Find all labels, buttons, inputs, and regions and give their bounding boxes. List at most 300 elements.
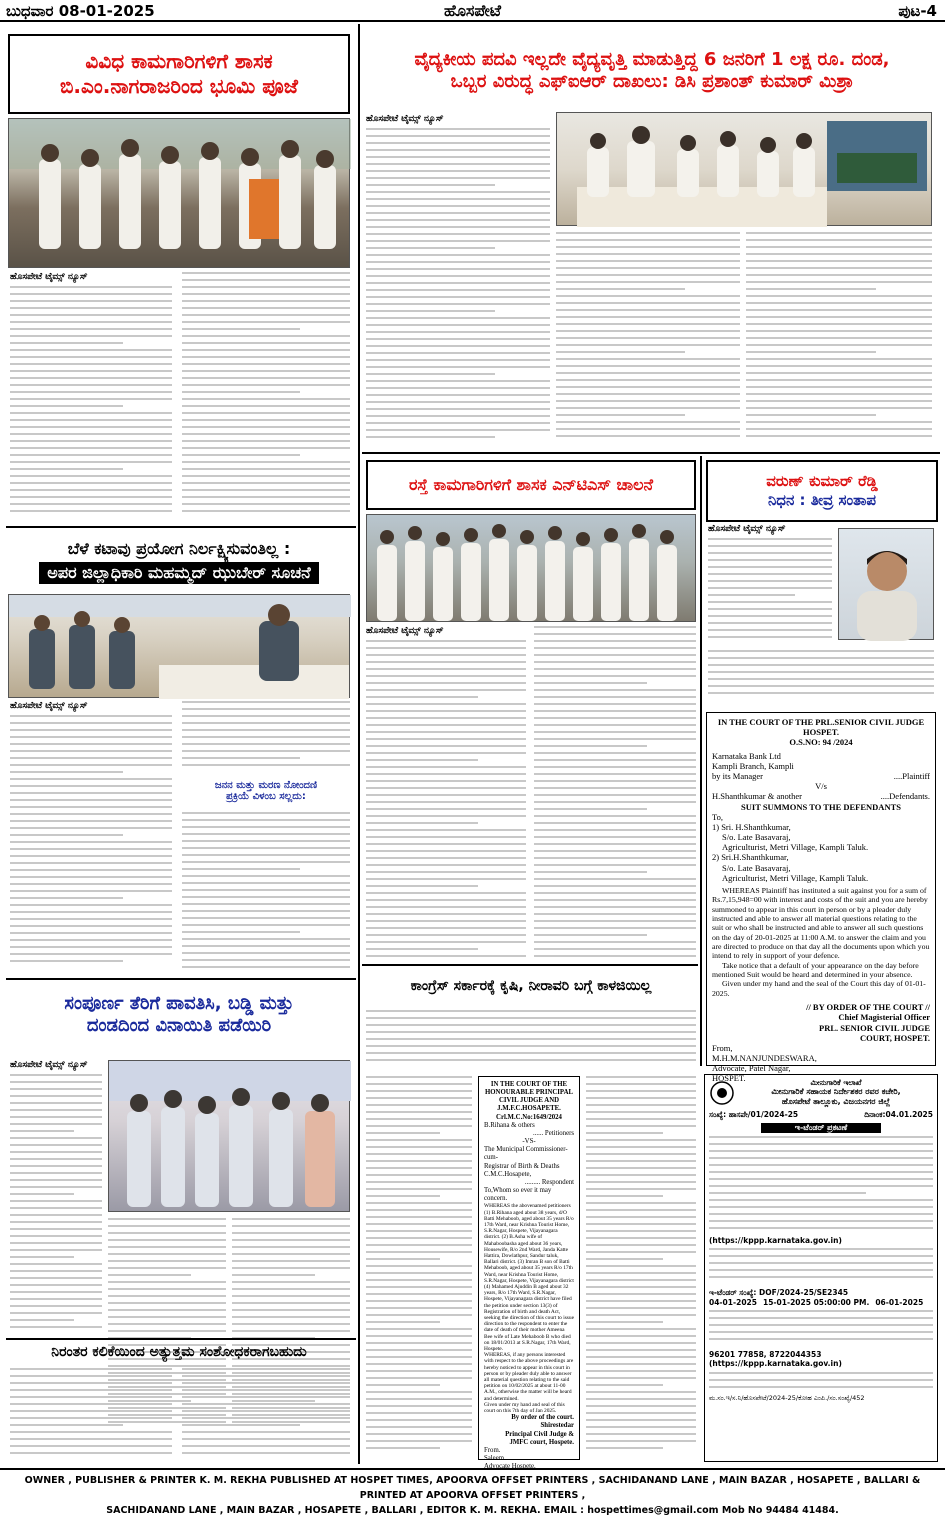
imprint-line-1: OWNER , PUBLISHER & PRINTER K. M. REKHA PUBLISHED AT HOSPET TIMES, APOORVA OFFSET PRINTERS , SACHIDANAND LANE , MAIN BAZAR , HOSAPETE , BALLARI & PRINTED AT APOORVA OFFSET PRINTERS , bbox=[24, 1475, 921, 1501]
text-line bbox=[586, 1265, 696, 1267]
article-1-body-col1 bbox=[10, 286, 172, 518]
text-line bbox=[709, 1150, 933, 1152]
text-line bbox=[366, 303, 550, 305]
text-line bbox=[708, 573, 832, 575]
text-line bbox=[586, 1300, 696, 1302]
text-line bbox=[108, 1330, 226, 1332]
text-line bbox=[10, 356, 172, 358]
text-line bbox=[182, 419, 350, 421]
article-2-body-col3 bbox=[746, 232, 932, 448]
text-line bbox=[182, 1389, 350, 1391]
text-line bbox=[746, 365, 932, 367]
tender-dept: ಮೀನುಗಾರಿಕೆ ಇಲಾಖೆ bbox=[810, 1078, 862, 1087]
notice-body: WHEREAS the abovenamed petitioners (1) B.Rihana aged about 38 years, d/O Batti Mehaboob, aged about 35 years R/o 17th Ward, near Krishna Tourist Home, S.R.Nagar, Hospete, Vijayanagara district. (2) B.Asha wife of Mahaboobasha aged about 36 years, Housewife, R/o 2nd Ward, Janda Katte Hattira, Dowlathpur, Sandur taluk, Ballari district. (3) Imran B son of Batti Mehaboob, aged about 35 years R/o 17th Ward, near Krishna Tourist Home, S.R.Nagar, Hospete, Vijayanagara district (4) Mahamed Ajuddin B aged about 32 years, R/o 17th Ward, S.R.Nagar, Hospete, Vijayanagara district have filed the petition under section 13(3) of Registration of birth and death Act, seeking the direction of this court to issue direction to the respondent to enter the date of death of their mother Ameena Bee wife of Late Mehaboob B who died on 18/01/2013 at S.R.Nagar, 17th Ward, Hospete. bbox=[484, 1203, 574, 1353]
tender-website: (https://kppp.karnataka.gov.in) bbox=[709, 1235, 842, 1245]
text-line bbox=[10, 1207, 102, 1209]
text-line bbox=[108, 1309, 226, 1311]
text-line bbox=[366, 324, 550, 326]
text-line bbox=[709, 1185, 933, 1187]
text-line bbox=[366, 1349, 472, 1351]
text-line bbox=[534, 710, 696, 712]
text-line bbox=[182, 1438, 350, 1440]
headline-line: ಸಂಪೂರ್ಣ ತೆರಿಗೆ ಪಾವತಿಸಿ, ಬಡ್ಡಿ ಮತ್ತು bbox=[64, 992, 294, 1014]
text-line bbox=[232, 1267, 350, 1269]
text-line bbox=[366, 913, 526, 915]
text-line bbox=[182, 1417, 350, 1419]
notice-body-2: WHEREAS, if any persons interested with respect to the above proceedings are hereby noticed to appear in this court in person or by pleader duly able to answer all material question relating to the said petition on 10/02/2025 at about 11-00 A.M., otherwise the matter will be heard and determined. bbox=[484, 1352, 574, 1402]
tender-body-4 bbox=[709, 1372, 933, 1394]
text-line bbox=[556, 400, 740, 402]
text-line bbox=[366, 275, 550, 277]
text-line bbox=[108, 1253, 226, 1255]
text-line bbox=[10, 1375, 172, 1377]
tender-body-1 bbox=[709, 1136, 933, 1236]
text-line bbox=[366, 296, 550, 298]
text-line bbox=[10, 1256, 74, 1258]
text-line bbox=[182, 1452, 350, 1454]
text-line bbox=[586, 1258, 663, 1260]
text-line bbox=[709, 1310, 933, 1312]
text-line bbox=[586, 1398, 696, 1400]
text-line bbox=[10, 883, 172, 885]
text-line bbox=[10, 1193, 74, 1195]
text-line bbox=[366, 808, 526, 810]
text-line bbox=[10, 377, 172, 379]
headline-line: ಬಿ.ಎಂ.ನಾಗರಾಜರಿಂದ ಭೂಮಿ ಪೂಜೆ bbox=[59, 74, 298, 98]
section-divider bbox=[362, 452, 940, 454]
text-line bbox=[366, 1293, 472, 1295]
text-line bbox=[366, 268, 550, 270]
text-line bbox=[366, 1237, 472, 1239]
text-line bbox=[534, 885, 696, 887]
text-line bbox=[10, 1081, 102, 1083]
text-line bbox=[746, 393, 932, 395]
text-line bbox=[366, 1321, 440, 1323]
article-6-body-col1 bbox=[10, 1074, 102, 1334]
text-line bbox=[746, 267, 932, 269]
text-line bbox=[182, 328, 300, 330]
text-line bbox=[366, 1433, 472, 1435]
text-line bbox=[182, 468, 350, 470]
text-line bbox=[366, 254, 550, 256]
notice-body-3: Given under my hand and the seal of the Court this day of 01-01-2025. bbox=[712, 979, 926, 998]
text-line bbox=[534, 717, 696, 719]
notice-body-3: Given under my hand and seal of this court on this 7th day of Jan 2025. bbox=[484, 1401, 565, 1415]
text-line bbox=[366, 184, 495, 186]
text-line bbox=[10, 1102, 102, 1104]
text-line bbox=[556, 344, 740, 346]
text-line bbox=[366, 1440, 472, 1442]
text-line bbox=[746, 288, 876, 290]
article-3-headline bbox=[8, 534, 350, 588]
text-line bbox=[366, 429, 550, 431]
text-line bbox=[709, 1213, 933, 1215]
text-line bbox=[108, 1218, 226, 1220]
text-line bbox=[366, 1111, 472, 1113]
text-line bbox=[10, 314, 172, 316]
text-line bbox=[746, 295, 932, 297]
text-line bbox=[366, 191, 550, 193]
text-line bbox=[366, 815, 526, 817]
text-line bbox=[182, 917, 350, 919]
text-line bbox=[366, 948, 478, 950]
text-line bbox=[182, 764, 350, 766]
text-line bbox=[586, 1426, 696, 1428]
text-line bbox=[556, 295, 740, 297]
text-line bbox=[108, 1316, 226, 1318]
text-line bbox=[586, 1083, 696, 1085]
text-line bbox=[534, 822, 696, 824]
notice-vs: -VS- bbox=[522, 1138, 536, 1146]
text-line bbox=[366, 1419, 472, 1421]
text-line bbox=[10, 363, 172, 365]
text-line bbox=[10, 1130, 74, 1132]
text-line bbox=[366, 1251, 472, 1253]
text-line bbox=[586, 1335, 696, 1337]
text-line bbox=[232, 1288, 350, 1290]
text-line bbox=[708, 538, 832, 540]
section-divider bbox=[6, 1338, 356, 1340]
text-line bbox=[10, 286, 172, 288]
text-line bbox=[746, 239, 932, 241]
text-line bbox=[366, 654, 526, 656]
text-line bbox=[108, 1225, 226, 1227]
text-line bbox=[586, 1188, 696, 1190]
tender-header bbox=[709, 1078, 933, 1107]
text-line bbox=[108, 1365, 226, 1367]
text-line bbox=[10, 855, 172, 857]
text-line bbox=[10, 946, 172, 948]
text-line bbox=[10, 433, 172, 435]
text-line bbox=[232, 1239, 350, 1241]
text-line bbox=[586, 1174, 696, 1176]
text-line bbox=[10, 1074, 102, 1076]
text-line bbox=[586, 1321, 663, 1323]
text-line bbox=[746, 407, 932, 409]
government-emblem-icon bbox=[709, 1080, 735, 1106]
text-line bbox=[534, 682, 647, 684]
text-line bbox=[709, 1157, 933, 1159]
text-line bbox=[708, 608, 832, 610]
text-line bbox=[366, 1097, 472, 1099]
text-line bbox=[366, 829, 526, 831]
text-line bbox=[232, 1316, 350, 1318]
text-line bbox=[10, 1382, 172, 1384]
text-line bbox=[182, 370, 350, 372]
text-line bbox=[556, 414, 685, 416]
text-line bbox=[10, 1417, 172, 1419]
text-line bbox=[366, 387, 550, 389]
text-line bbox=[366, 1038, 696, 1040]
text-line bbox=[586, 1090, 696, 1092]
headline-line: ಕಾಂಗ್ರೆಸ್ ಸರ್ಕಾರಕ್ಕೆ ಕೃಷಿ, ನೀರಾವರಿ ಬಗ್ಗೆ ಕಾಳಜಿಯಿಲ್ಲ bbox=[410, 978, 652, 995]
text-line bbox=[366, 240, 550, 242]
text-line bbox=[586, 1307, 696, 1309]
text-line bbox=[366, 142, 550, 144]
text-line bbox=[182, 496, 350, 498]
text-line bbox=[232, 1274, 315, 1276]
page-number: ಪುಟ-4 bbox=[898, 2, 937, 20]
text-line bbox=[586, 1230, 696, 1232]
article-7-headline bbox=[366, 970, 696, 1004]
text-line bbox=[586, 1272, 696, 1274]
text-line bbox=[10, 503, 172, 505]
ceremony-photo-illustration bbox=[9, 119, 351, 269]
text-line bbox=[534, 843, 696, 845]
text-line bbox=[10, 321, 172, 323]
notice-sign-court: Principal Civil Judge & bbox=[505, 1430, 574, 1438]
text-line bbox=[232, 1232, 350, 1234]
article-6-byline: ಹೊಸಪೇಟೆ ಟೈಮ್ಸ್ ನ್ಯೂಸ್ bbox=[10, 1060, 88, 1070]
addressee-2-line-3: Agriculturist, Metri Village, Kampli Taluk. bbox=[722, 872, 869, 883]
text-line bbox=[182, 861, 350, 863]
text-line bbox=[182, 314, 350, 316]
text-line bbox=[366, 710, 526, 712]
text-line bbox=[708, 566, 832, 568]
text-line bbox=[182, 412, 350, 414]
article-5-body-col2 bbox=[708, 650, 934, 700]
article-4-byline: ಹೊಸಪೇಟೆ ಟೈಮ್ಸ್ ನ್ಯೂಸ್ bbox=[366, 626, 444, 636]
text-line bbox=[232, 1365, 350, 1367]
notice-from-place: HOSPET. bbox=[712, 1073, 746, 1084]
text-line bbox=[10, 447, 172, 449]
text-line bbox=[534, 654, 696, 656]
imprint-footer bbox=[0, 1468, 945, 1516]
text-line bbox=[182, 924, 350, 926]
text-line bbox=[709, 1136, 933, 1138]
text-line bbox=[709, 1206, 933, 1208]
text-line bbox=[366, 1412, 472, 1414]
text-line bbox=[182, 708, 350, 710]
meeting-photo-illustration bbox=[9, 595, 351, 699]
text-line bbox=[10, 1109, 102, 1111]
section-divider bbox=[362, 964, 698, 966]
text-line bbox=[556, 365, 740, 367]
text-line bbox=[586, 1328, 696, 1330]
text-line bbox=[746, 232, 932, 234]
text-line bbox=[108, 1232, 226, 1234]
article-5-byline: ಹೊಸಪೇಟೆ ಟೈಮ್ಸ್ ನ್ಯೂಸ್ bbox=[708, 524, 786, 534]
text-line bbox=[534, 913, 696, 915]
text-line bbox=[366, 170, 550, 172]
text-line bbox=[366, 773, 526, 775]
text-line bbox=[709, 1227, 933, 1229]
portrait-photo bbox=[838, 528, 934, 640]
text-line bbox=[534, 766, 696, 768]
text-line bbox=[10, 1235, 102, 1237]
text-line bbox=[10, 1200, 102, 1202]
text-line bbox=[366, 1300, 472, 1302]
text-line bbox=[10, 1319, 74, 1321]
text-line bbox=[366, 338, 550, 340]
text-line bbox=[182, 279, 350, 281]
text-line bbox=[10, 862, 172, 864]
text-line bbox=[182, 966, 350, 968]
text-line bbox=[746, 337, 932, 339]
text-line bbox=[10, 1403, 172, 1405]
text-line bbox=[534, 871, 647, 873]
text-line bbox=[182, 757, 300, 759]
text-line bbox=[366, 843, 526, 845]
text-line bbox=[366, 436, 495, 438]
text-line bbox=[534, 745, 647, 747]
text-line bbox=[182, 447, 350, 449]
text-line bbox=[10, 475, 172, 477]
text-line bbox=[182, 875, 350, 877]
text-line bbox=[366, 1398, 472, 1400]
text-line bbox=[182, 959, 350, 961]
text-line bbox=[10, 293, 172, 295]
text-line bbox=[746, 358, 932, 360]
text-line bbox=[108, 1323, 226, 1325]
text-line bbox=[366, 359, 550, 361]
text-line bbox=[746, 344, 932, 346]
text-line bbox=[366, 955, 526, 957]
text-line bbox=[182, 510, 350, 512]
text-line bbox=[366, 289, 550, 291]
text-line bbox=[586, 1076, 696, 1078]
text-line bbox=[556, 246, 740, 248]
notice-sign-place: COURT, HOSPET. bbox=[860, 1032, 930, 1043]
article-1-headline bbox=[8, 34, 350, 114]
text-line bbox=[182, 931, 300, 933]
text-line bbox=[556, 302, 740, 304]
text-line bbox=[366, 661, 526, 663]
notice-from-name: Saleem. bbox=[484, 1455, 506, 1463]
text-line bbox=[366, 689, 526, 691]
text-line bbox=[366, 794, 526, 796]
article-5-headline bbox=[706, 460, 938, 522]
text-line bbox=[534, 640, 696, 642]
text-line bbox=[366, 1167, 472, 1169]
text-line bbox=[586, 1286, 696, 1288]
notice-petitioner: B.Rihana & others bbox=[484, 1121, 535, 1129]
text-line bbox=[182, 1396, 350, 1398]
notice-plaintiff-tag: ....Plaintiff bbox=[893, 770, 930, 781]
text-line bbox=[366, 345, 550, 347]
text-line bbox=[586, 1356, 696, 1358]
text-line bbox=[556, 372, 740, 374]
text-line bbox=[10, 750, 172, 752]
article-2-byline: ಹೊಸಪೇಟೆ ಟೈಮ್ಸ್ ನ್ಯೂಸ್ bbox=[366, 114, 444, 124]
text-line bbox=[534, 927, 696, 929]
text-line bbox=[708, 587, 832, 589]
text-line bbox=[534, 857, 696, 859]
text-line bbox=[10, 1424, 123, 1426]
text-line bbox=[10, 482, 172, 484]
notice-plaintiff-2: Kampli Branch, Kampli bbox=[712, 760, 794, 771]
text-line bbox=[366, 738, 526, 740]
text-line bbox=[10, 1151, 102, 1153]
text-line bbox=[182, 475, 350, 477]
text-line bbox=[586, 1202, 696, 1204]
text-line bbox=[709, 1220, 933, 1222]
dc-meeting-photo-illustration bbox=[557, 113, 933, 227]
text-line bbox=[586, 1223, 696, 1225]
portrait-illustration bbox=[839, 529, 935, 641]
text-line bbox=[586, 1377, 696, 1379]
text-line bbox=[586, 1412, 696, 1414]
text-line bbox=[10, 328, 172, 330]
text-line bbox=[366, 135, 550, 137]
text-line bbox=[708, 559, 832, 561]
text-line bbox=[534, 836, 696, 838]
text-line bbox=[366, 1118, 472, 1120]
text-line bbox=[10, 468, 123, 470]
text-line bbox=[10, 496, 172, 498]
text-line bbox=[182, 335, 350, 337]
text-line bbox=[586, 1342, 696, 1344]
text-line bbox=[182, 868, 300, 870]
text-line bbox=[182, 729, 350, 731]
text-line bbox=[366, 317, 550, 319]
text-line bbox=[366, 401, 550, 403]
text-line bbox=[10, 1396, 172, 1398]
text-line bbox=[366, 1377, 472, 1379]
text-line bbox=[534, 878, 696, 880]
text-line bbox=[366, 1045, 696, 1047]
text-line bbox=[586, 1293, 696, 1295]
text-line bbox=[366, 1279, 472, 1281]
text-line bbox=[366, 1031, 696, 1033]
article-4-body-col2 bbox=[534, 626, 696, 962]
text-line bbox=[10, 799, 172, 801]
text-line bbox=[10, 1095, 102, 1097]
text-line bbox=[366, 1363, 472, 1365]
text-line bbox=[10, 454, 172, 456]
text-line bbox=[182, 272, 350, 274]
headline-line: ಒಬ್ಬರ ವಿರುದ್ಧ ಎಫ್‌ಐಆರ್ ದಾಖಲು: ಡಿಸಿ ಪ್ರಶಾಂತ್ ಕುಮಾರ್ ಮಿಶ್ರಾ bbox=[450, 71, 854, 92]
text-line bbox=[10, 1186, 102, 1188]
article-4-headline bbox=[366, 460, 696, 510]
text-line bbox=[10, 897, 123, 899]
text-line bbox=[182, 384, 350, 386]
text-line bbox=[366, 1153, 472, 1155]
notice-case-no: O.S.NO: 94 /2024 bbox=[789, 737, 853, 748]
text-line bbox=[746, 302, 932, 304]
text-line bbox=[10, 1298, 102, 1300]
text-line bbox=[708, 622, 832, 624]
text-line bbox=[182, 840, 350, 842]
text-line bbox=[366, 1216, 472, 1218]
court-notice-crlmc1649 bbox=[478, 1076, 580, 1471]
text-line bbox=[586, 1405, 696, 1407]
text-line bbox=[10, 1242, 102, 1244]
text-line bbox=[10, 335, 172, 337]
tender-office bbox=[739, 1078, 933, 1107]
text-line bbox=[366, 1059, 696, 1061]
text-line bbox=[586, 1251, 696, 1253]
text-line bbox=[709, 1372, 933, 1374]
notice-sign-title: Chief Magisterial Officer bbox=[838, 1012, 930, 1023]
notice-sign-title: Shirestedar bbox=[540, 1422, 574, 1430]
text-line bbox=[182, 1431, 350, 1433]
text-line bbox=[534, 661, 696, 663]
text-line bbox=[10, 736, 172, 738]
text-line bbox=[10, 489, 172, 491]
text-line bbox=[709, 1143, 933, 1145]
article-2-headline bbox=[366, 34, 938, 108]
subhead-line: ಜನನ ಮತ್ತು ಮರಣ ನೋಂದಣಿ bbox=[214, 780, 318, 791]
text-line bbox=[10, 300, 172, 302]
text-line bbox=[556, 435, 740, 437]
text-line bbox=[366, 1244, 472, 1246]
text-line bbox=[182, 903, 350, 905]
text-line bbox=[232, 1330, 350, 1332]
text-line bbox=[708, 650, 934, 652]
text-line bbox=[586, 1160, 696, 1162]
text-line bbox=[709, 1386, 933, 1388]
